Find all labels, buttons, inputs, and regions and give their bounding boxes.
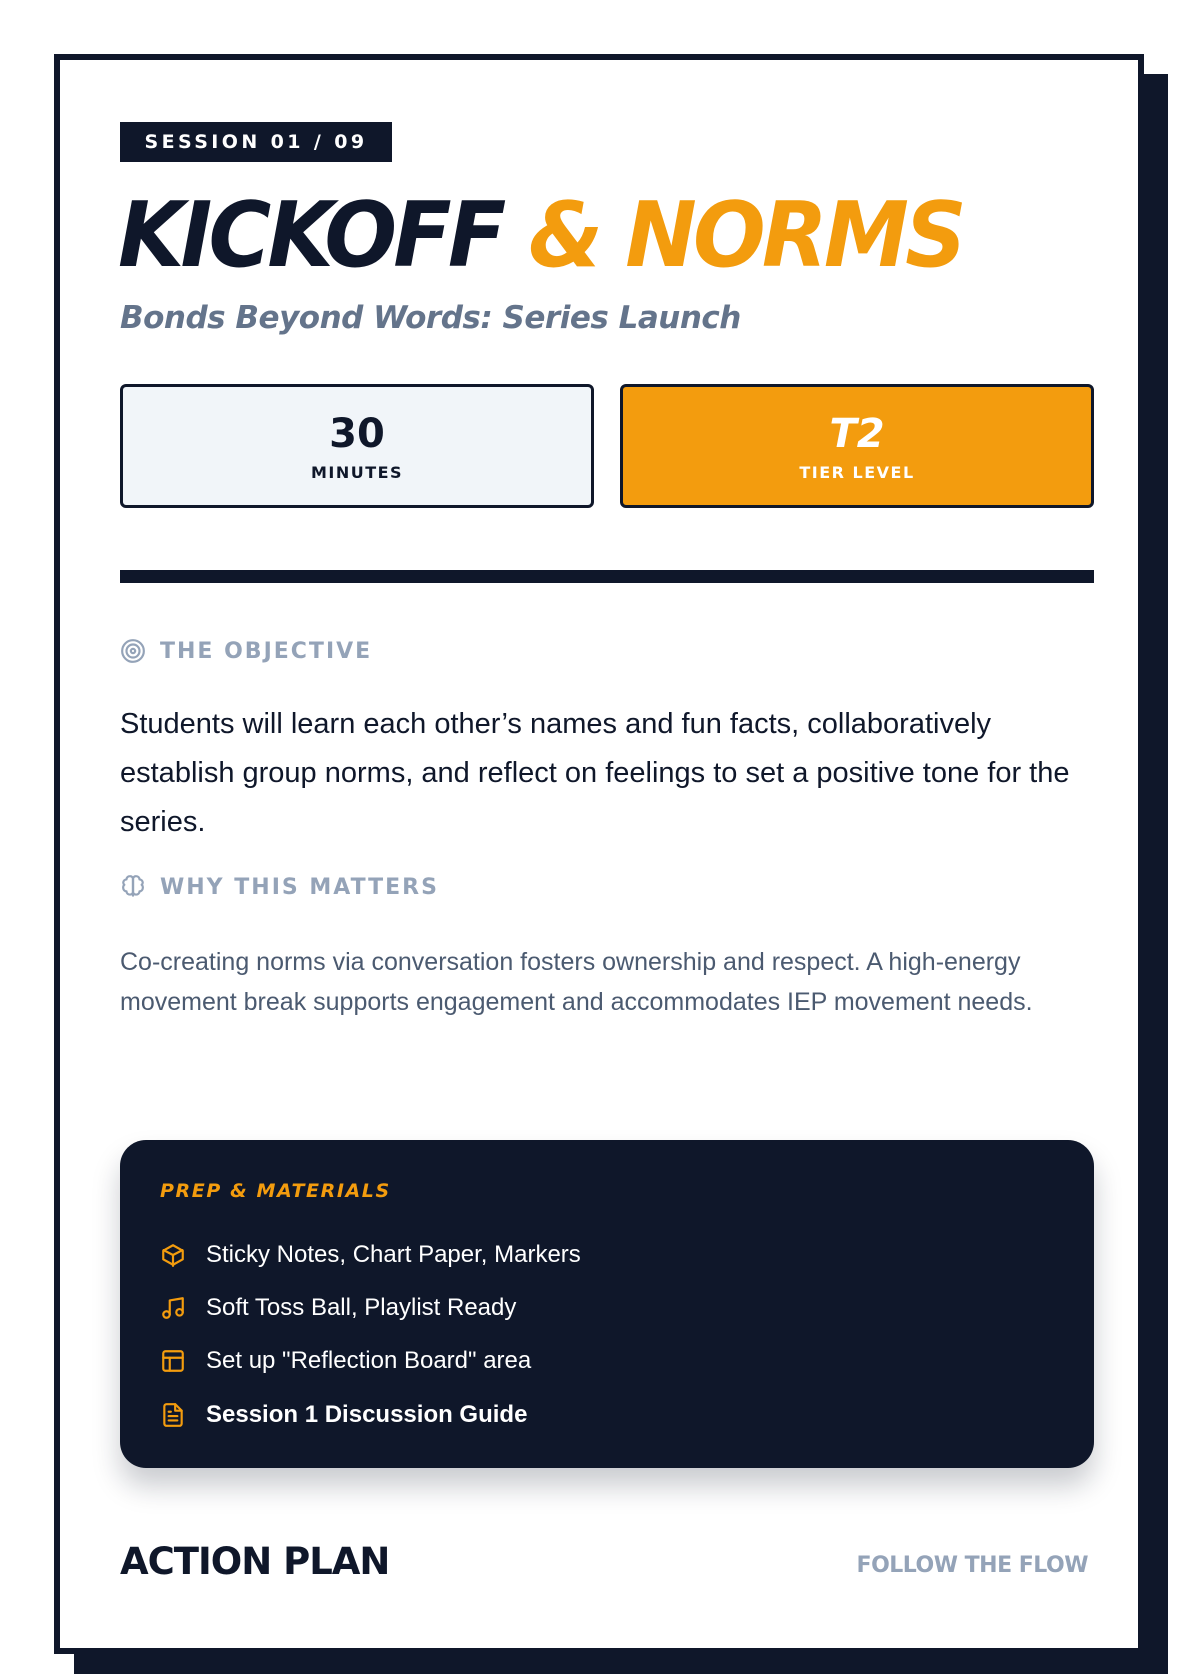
session-tag: SESSION 01 / 09 [120,122,392,162]
title-accent: & NORMS [528,183,963,288]
section-divider [120,570,1094,583]
discussion-guide-link[interactable]: Session 1 Discussion Guide [206,1400,528,1428]
minutes-label: MINUTES [310,463,404,482]
page-title [118,183,963,288]
objective-text: Students will learn each other’s names and fun facts, collaboratively establish group norms, and reflect on feelings to set a positive tone for the series. [120,708,1070,838]
minutes-value: 30 [329,411,385,457]
tier-stat [620,384,1094,508]
prep-list [160,1228,581,1441]
target-icon [120,638,146,664]
prep-title: PREP & MATERIALS [160,1180,391,1202]
prep-item [160,1228,581,1281]
box-icon [160,1242,186,1268]
prep-item-label: Sticky Notes, Chart Paper, Markers [206,1240,581,1268]
session-card [54,54,1144,1654]
why-heading-label: WHY THIS MATTERS [160,874,439,900]
title-main: KICKOFF [118,183,503,288]
prep-item [160,1281,581,1334]
prep-item [160,1335,581,1388]
layout-icon [160,1348,186,1374]
tier-label: TIER LEVEL [799,463,915,482]
page-subtitle: Bonds Beyond Words: Series Launch [120,300,741,336]
brain-icon [120,874,146,900]
tier-value: T2 [829,411,885,457]
minutes-stat [120,384,594,508]
prep-materials-panel [120,1140,1094,1468]
follow-the-flow-label: FOLLOW THE FLOW [856,1553,1088,1578]
prep-item-label: Soft Toss Ball, Playlist Ready [206,1293,517,1321]
prep-item-label: Set up "Reflection Board" area [206,1347,532,1375]
why-text: Co-creating norms via conversation fosters ownership and respect. A high-energy movement break supports engagement and accommodates IEP movement needs. [120,948,1033,1016]
action-plan-title: ACTION PLAN [120,1540,390,1583]
objective-heading-label: THE OBJECTIVE [160,638,373,664]
why-heading [120,872,439,902]
music-icon [160,1295,186,1321]
prep-item [160,1388,581,1441]
objective-heading [120,636,372,666]
document-icon [160,1402,186,1428]
